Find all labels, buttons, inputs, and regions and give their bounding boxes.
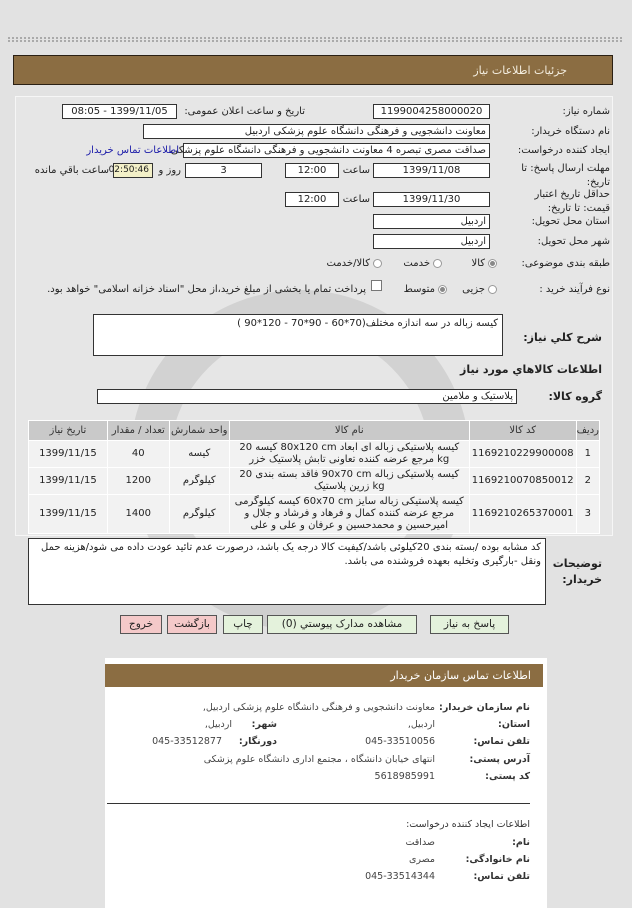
need-number-label: شماره نیاز: — [562, 106, 610, 117]
need-number-field: 1199004258000020 — [373, 104, 490, 119]
contact-panel — [105, 658, 547, 908]
col-name: نام کالا — [229, 421, 469, 441]
notes-label: توضیحات خریدار: — [552, 557, 602, 586]
buyer-field: معاونت دانشجویی و فرهنگی دانشگاه علوم پزشکی اردبیل — [143, 124, 490, 139]
category-label: طبقه بندی موضوعی: — [521, 258, 610, 269]
cell-unit: کیلوگرم — [169, 468, 229, 495]
exit-button[interactable]: خروج — [120, 615, 162, 634]
creator-field: صداقت مصری تبصره 4 معاونت دانشجویی و فرهنگی دانشگاه علوم پزشکی — [183, 143, 490, 158]
cell-code: 1169210229900008 — [469, 441, 576, 468]
family-label: نام خانوادگی: — [465, 854, 530, 865]
cell-name: کیسه پلاستیکی زباله 90x70 cm فاقد بسته بندی 20 kg زرین پلاستیک — [229, 468, 469, 495]
goods-table — [28, 420, 600, 534]
deadline-time-field: 12:00 — [285, 163, 339, 178]
radio-goods[interactable]: کالا — [471, 258, 497, 269]
creator-heading: اطلاعات ایجاد کننده درخواست: — [406, 819, 530, 830]
days-label: روز و — [158, 165, 181, 176]
city-value: اردبیل, — [204, 719, 232, 730]
phone-value: 045-33510056 — [365, 736, 435, 747]
radio-minor[interactable]: جزیی — [462, 284, 497, 295]
announce-field: 1399/11/05 - 08:05 — [62, 104, 177, 119]
description-label: شرح کلي نياز: — [523, 331, 602, 344]
remaining-label: ساعت باقي مانده — [34, 165, 109, 176]
buyer-contact-link[interactable]: اطلاعات تماس خریدار — [86, 145, 179, 156]
radio-icon — [438, 285, 447, 294]
table-row — [29, 468, 600, 495]
description-textarea[interactable]: کیسه زباله در سه اندازه مختلف(70*60 - 90*70 - 120*90 ) — [93, 314, 503, 356]
validity-time-field: 12:00 — [285, 192, 339, 207]
name-label: نام: — [512, 837, 530, 848]
cell-date: 1399/11/15 — [29, 495, 108, 534]
cell-qty: 1200 — [107, 468, 169, 495]
table-row — [29, 495, 600, 534]
cell-code: 1169210265370001 — [469, 495, 576, 534]
print-button[interactable]: چاپ — [223, 615, 263, 634]
validity-time-label: ساعت — [342, 194, 370, 205]
notes-textarea[interactable]: کد مشابه بوده /بسته بندی 20کیلوئی باشد/کیفیت کالا درجه یک باشد، درصورت عدم تائید عودت داده می شود/هزینه حمل ونقل -بارگیری وتخلیه بعهده فروشنده می باشد. — [28, 538, 546, 605]
province-field: اردبیل — [373, 214, 490, 229]
lower-section — [0, 420, 632, 908]
buyer-label: نام دستگاه خریدار: — [531, 126, 610, 137]
city-label: شهر محل تحویل: — [537, 236, 610, 247]
radio-goods-service[interactable]: کالا/خدمت — [327, 258, 383, 269]
cell-row: 1 — [576, 441, 599, 468]
col-row: ردیف — [576, 421, 599, 441]
address-label: آدرس پستی: — [469, 754, 530, 765]
goods-group-label: گروه کالا: — [548, 390, 602, 403]
cell-name: کیسه پلاستیکی زباله سایز 60x70 cm کیسه کیلوگرمی مرجع عرضه کننده کمال و فرهاد و فرشاد و جلال و امیرحسین و محمدحسین و عرفان و علی و علی — [229, 495, 469, 534]
cell-row: 3 — [576, 495, 599, 534]
payment-note: پرداخت تمام یا بخشی از مبلغ خرید،از محل "اسناد خزانه اسلامی" خواهد بود. — [47, 284, 366, 295]
province-label: استان: — [498, 719, 530, 730]
col-date: تاریخ نیاز — [29, 421, 108, 441]
days-field: 3 — [185, 163, 262, 178]
fax-label: دورنگار: — [238, 736, 277, 747]
org-value: معاونت دانشجویی و فرهنگی دانشگاه علوم پزشکی اردبیل, — [202, 702, 435, 713]
page-header: جزئیات اطلاعات نیاز — [13, 55, 613, 85]
col-code: کد کالا — [469, 421, 576, 441]
deadline-label: مهلت ارسال پاسخ: تا تاریخ: — [521, 163, 610, 188]
notes-row — [0, 538, 632, 605]
city-field: اردبیل — [373, 234, 490, 249]
province-value: اردبیل, — [407, 719, 435, 730]
cell-row: 2 — [576, 468, 599, 495]
radio-icon — [488, 259, 497, 268]
reply-button[interactable]: پاسخ به نیاز — [430, 615, 509, 634]
cell-qty: 40 — [107, 441, 169, 468]
name-value: صداقت — [405, 837, 435, 848]
radio-service[interactable]: خدمت — [403, 258, 442, 269]
table-header — [29, 421, 600, 441]
deadline-date-field: 1399/11/08 — [373, 163, 490, 178]
creator-phone-value: 045-33514344 — [365, 871, 435, 882]
col-unit: واحد شمارش — [169, 421, 229, 441]
postal-label: کد پستی: — [485, 771, 530, 782]
validity-label: حداقل تاریخ اعتبار قیمت: تا تاریخ: — [534, 189, 610, 214]
cell-date: 1399/11/15 — [29, 441, 108, 468]
announce-label: تاریخ و ساعت اعلان عمومی: — [184, 106, 305, 117]
button-row — [0, 615, 632, 634]
goods-heading: اطلاعات کالاهاي مورد نياز — [460, 363, 602, 376]
city-label: شهر: — [251, 719, 277, 730]
validity-date-field: 1399/11/30 — [373, 192, 490, 207]
province-label: استان محل تحویل: — [531, 216, 610, 227]
treasury-checkbox[interactable] — [371, 280, 382, 291]
cell-unit: کیسه — [169, 441, 229, 468]
address-value: انتهای خیابان دانشگاه ، مجتمع اداری دانشگاه علوم پزشکی — [203, 754, 435, 765]
phone-label: تلفن تماس: — [473, 736, 530, 747]
table-row — [29, 441, 600, 468]
remaining-timer: 02:50:46 — [113, 163, 153, 178]
radio-icon — [373, 259, 382, 268]
radio-medium[interactable]: متوسط — [404, 284, 447, 295]
postal-value: 5618985991 — [374, 771, 435, 782]
divider — [8, 37, 622, 42]
creator-label: ایجاد کننده درخواست: — [517, 145, 610, 156]
contact-divider — [107, 803, 530, 804]
fax-value: 045-33512877 — [152, 736, 222, 747]
back-button[interactable]: بازگشت — [167, 615, 217, 634]
contact-header: اطلاعات تماس سازمان خریدار — [105, 664, 543, 687]
cell-qty: 1400 — [107, 495, 169, 534]
cell-unit: کیلوگرم — [169, 495, 229, 534]
creator-phone-label: تلفن تماس: — [473, 871, 530, 882]
col-qty: تعداد / مقدار — [107, 421, 169, 441]
process-label: نوع فرآیند خرید : — [539, 284, 610, 295]
cell-name: کیسه پلاستیکی زباله ای ابعاد 80x120 cm کیسه 20 kg مرجع عرضه کننده تعاونی تابش پلاستیک خزر — [229, 441, 469, 468]
cell-date: 1399/11/15 — [29, 468, 108, 495]
deadline-time-label: ساعت — [342, 165, 370, 176]
radio-icon — [488, 285, 497, 294]
org-label: نام سازمان خریدار: — [439, 702, 530, 713]
goods-group-field: پلاستیک و ملامین — [97, 389, 517, 404]
cell-code: 1169210070850012 — [469, 468, 576, 495]
family-value: مصری — [408, 854, 435, 865]
radio-icon — [433, 259, 442, 268]
attachments-button[interactable]: مشاهده مدارک پیوستي (0) — [267, 615, 417, 634]
